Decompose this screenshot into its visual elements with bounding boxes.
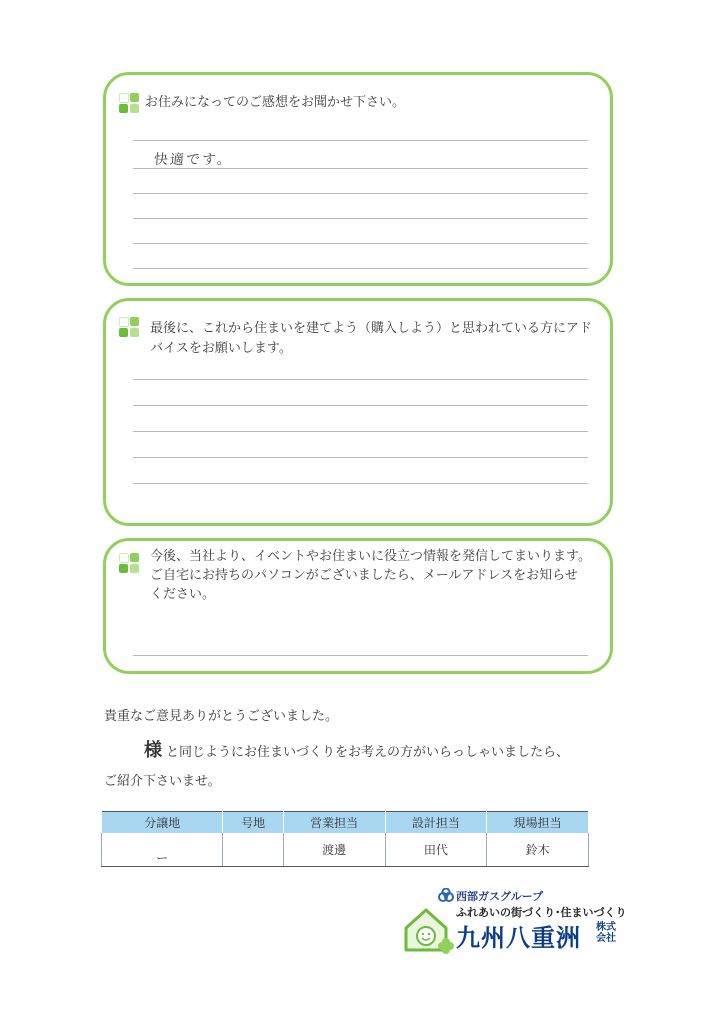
gas-group-mark-icon bbox=[438, 888, 454, 902]
answer-line bbox=[133, 457, 588, 458]
question-email-line3: ください。 bbox=[150, 587, 216, 602]
answer-line bbox=[133, 193, 588, 194]
company-logo bbox=[400, 886, 640, 956]
staff-table-header-row bbox=[102, 812, 589, 834]
group-name: 西部ガスグループ bbox=[456, 890, 544, 903]
answer-line bbox=[133, 655, 588, 656]
company-tagline: ふれあいの街づくり･住まいづくり bbox=[456, 906, 627, 919]
survey-box-impressions bbox=[103, 72, 613, 286]
header-site: 現場担当 bbox=[487, 812, 589, 834]
cell-sales: 渡邊 bbox=[283, 833, 385, 867]
staff-table bbox=[101, 811, 589, 867]
header-sales: 営業担当 bbox=[283, 812, 385, 834]
thanks-text: 貴重なご意見ありがとうございました。 bbox=[104, 709, 339, 724]
question-impressions: お住みになってのご感想をお聞かせ下さい。 bbox=[145, 95, 406, 110]
house-clover-icon bbox=[402, 906, 454, 954]
answer-line bbox=[133, 218, 588, 219]
cell-design: 田代 bbox=[385, 833, 487, 867]
square-bullet-icon bbox=[119, 317, 139, 337]
referral-text-2: ご紹介下さいませ。 bbox=[104, 774, 221, 789]
answer-line bbox=[133, 379, 588, 380]
answer-line bbox=[133, 483, 588, 484]
answer-line bbox=[133, 431, 588, 432]
company-name: 九州八重洲 bbox=[456, 924, 581, 952]
referral-text bbox=[144, 736, 569, 762]
answer-line bbox=[133, 405, 588, 406]
question-email-line2: ご自宅にお持ちのパソコンがございましたら、メールアドレスをお知らせ bbox=[150, 568, 578, 583]
answer-line bbox=[133, 243, 588, 244]
referral-sentence: と同じようにお住まいづくりをお考えの方がいらっしゃいましたら、 bbox=[166, 745, 570, 760]
header-design: 設計担当 bbox=[385, 812, 487, 834]
square-bullet-icon bbox=[119, 93, 139, 113]
answer-line bbox=[133, 140, 588, 141]
honorific: 様 bbox=[144, 740, 162, 761]
answer-line bbox=[133, 168, 588, 169]
cell-lot-number bbox=[223, 833, 283, 867]
header-lot: 分譲地 bbox=[102, 812, 223, 834]
survey-box-advice bbox=[103, 298, 613, 526]
header-lot-number: 号地 bbox=[223, 812, 283, 834]
cell-site: 鈴木 bbox=[487, 833, 589, 867]
company-suffix: 株式会社 bbox=[596, 922, 616, 944]
question-email-line1: 今後、当社より、イベントやお住まいに役立つ情報を発信してまいります。 bbox=[150, 549, 591, 564]
question-advice-line1: 最後に、これから住まいを建てよう（購入しよう）と思われている方にアド bbox=[150, 321, 593, 336]
table-row bbox=[102, 833, 589, 867]
cell-lot: ー bbox=[102, 833, 223, 867]
survey-box-email bbox=[103, 538, 613, 674]
handwritten-answer: 快適です。 bbox=[153, 152, 234, 168]
answer-line bbox=[133, 268, 588, 269]
question-advice-line2: バイスをお願いします。 bbox=[150, 341, 292, 356]
square-bullet-icon bbox=[119, 553, 139, 573]
